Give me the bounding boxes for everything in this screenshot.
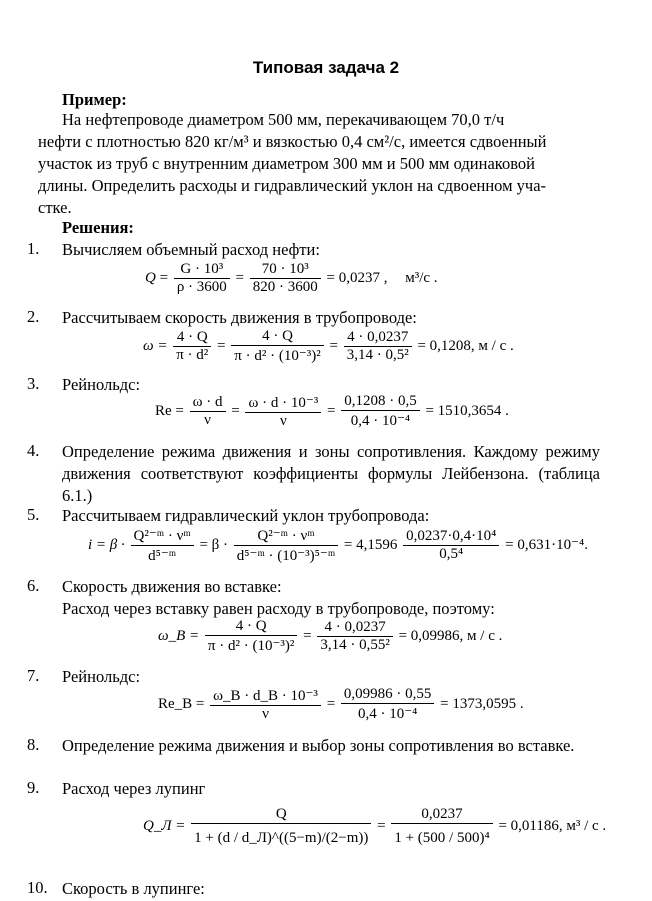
step-text: Определение режима движения и зоны сопротивления. Каждому режиму движения соответствуют коэффициенты формулы Лейбензона. (таблица 6.1.) — [62, 442, 600, 505]
numerator: 4 · Q — [231, 328, 323, 346]
fraction — [403, 528, 499, 563]
step-number: 7. — [27, 666, 40, 685]
fraction — [231, 328, 323, 365]
step-text: Скорость в лупинге: — [62, 879, 205, 898]
numerator: 4 · 0,0237 — [344, 329, 412, 347]
formula-1: Q = $\frac{\text{G · 10³}}{\rho \cdot 3600}$ = $\frac{\text{70 · 10³}}{820 \cdot 3600}$ = 0,0237 , м³/с . — [145, 261, 438, 295]
numerator: 0,0237·0,4·10⁴ — [403, 528, 499, 546]
step-number: 9. — [27, 778, 40, 797]
denominator: 3,14 · 0,55² — [320, 637, 390, 653]
numerator: ω · d · 10⁻³ — [245, 393, 321, 413]
fraction — [174, 261, 230, 296]
numerator: ω · d — [190, 394, 226, 412]
step-text: Расход через лупинг — [62, 779, 206, 798]
formula-2: ω = $\frac{4 \cdot Q}{\text{π · d²}}$ = $\frac{4 \cdot Q}{\text{π · d² · (10⁻³)²}}$ = $\frac{4 \cdot 0,0237}{\text{3,14 · 0,5²}}$ = 0,1208, м / с . — [143, 328, 514, 364]
numerator: 4 · 0,0237 — [317, 619, 393, 637]
denominator: ν — [279, 413, 287, 429]
fraction — [173, 329, 211, 364]
formula-result: = 0,0237 , — [326, 269, 388, 286]
formula-lhs: Re_В = — [158, 695, 205, 712]
numerator: Q²⁻ᵐ · νᵐ — [131, 526, 194, 546]
denominator: π · d² · (10⁻³)² — [207, 638, 295, 654]
formula-mid: = β · — [199, 536, 229, 553]
fraction — [344, 329, 412, 364]
denominator: π · d² — [176, 347, 209, 363]
formula-result: = 0,09986, м / с . — [398, 627, 503, 644]
formula-result: = 0,01186, м³ / с . — [498, 817, 607, 834]
fraction — [210, 686, 321, 723]
fraction — [131, 526, 194, 565]
step-text: Определение режима движения и выбор зоны сопротивления во вставке. — [62, 736, 575, 755]
formula-coefficient: = 4,1596 — [343, 536, 398, 553]
example-line-3: участок из труб с внутренним диаметром 300 мм и 500 мм одинаковой — [38, 154, 535, 173]
denominator: 0,5⁴ — [439, 546, 464, 562]
denominator: 820 · 3600 — [252, 279, 318, 295]
formula-lhs: ω_В = — [158, 627, 200, 644]
step-number: 10. — [27, 878, 48, 897]
denominator: ν — [204, 412, 211, 428]
step-text: Скорость движения во вставке: — [62, 577, 282, 596]
formula-5 — [88, 526, 588, 565]
denominator: ν — [262, 706, 269, 722]
denominator: 3,14 · 0,5² — [346, 347, 409, 363]
numerator: 4 · Q — [205, 618, 297, 636]
formula-9: Q_Л = $\frac{Q}{1 + (d / d\_Л)\^{}((5-m)/(2-m))}$ = $\frac{0,0237}{\text{1 + (500 / 500)⁴}}$ = 0,01186, м³ / с . — [143, 806, 607, 846]
formula-lhs: i = β · — [88, 536, 125, 553]
fraction — [234, 526, 338, 565]
denominator: 0,4 · 10⁻⁴ — [350, 413, 411, 429]
denominator: 1 + (d / d_Л)^((5−m)/(2−m)) — [194, 830, 369, 846]
example-line-5: стке. — [38, 198, 72, 217]
denominator: d⁵⁻ᵐ · (10⁻³)⁵⁻ᵐ — [236, 548, 336, 564]
formula-lhs: Q — [145, 269, 156, 286]
numerator: 4 · Q — [173, 329, 211, 347]
formula-lhs: Q_Л = — [143, 817, 186, 834]
step-number: 8. — [27, 735, 40, 754]
formula-result: = 1373,0595 . — [440, 695, 524, 712]
numerator: Q²⁻ᵐ · νᵐ — [234, 526, 338, 546]
step-text: Рейнольдс: — [62, 667, 141, 686]
denominator: 1 + (500 / 500)⁴ — [394, 830, 490, 846]
example-heading: Пример: — [62, 90, 127, 109]
example-line-2: нефти с плотностью 820 кг/м³ и вязкостью 0,4 см²/с, имеется сдвоенный — [38, 132, 547, 151]
example-line-4: длины. Определить расходы и гидравлический уклон на сдвоенном уча- — [38, 176, 547, 195]
formula-lhs: ω = — [143, 337, 168, 354]
fraction — [245, 393, 321, 430]
fraction — [341, 686, 435, 723]
step-6-explanation: Расход через вставку равен расходу в трубопроводе, поэтому: — [62, 599, 495, 618]
fraction — [391, 806, 492, 847]
formula-result: = 1510,3654 . — [425, 402, 509, 419]
denominator: 0,4 · 10⁻⁴ — [357, 706, 418, 722]
step-number: 1. — [27, 239, 40, 258]
denominator: ρ · 3600 — [176, 279, 227, 295]
page-title: Типовая задача 2 — [252, 58, 400, 77]
numerator: 0,0237 — [391, 806, 492, 824]
example-line-1: На нефтепроводе диаметром 500 мм, перекачивающем 70,0 т/ч — [62, 110, 505, 129]
formula-3: Re = $\frac{\omega \cdot d}{\nu}$ = $\frac{\text{ω · d · 10⁻³}}{\nu}$ = $\frac{0,1208 \cdot 0,5}{\text{0,4 · 10⁻⁴}}$ = 1510,3654 . — [155, 393, 509, 429]
step-text: Рейнольдс: — [62, 375, 141, 394]
formula-result: = 0,1208, м / с . — [417, 337, 514, 354]
solutions-heading: Решения: — [62, 218, 134, 237]
fraction — [191, 806, 371, 847]
formula-lhs: Re = — [155, 402, 184, 419]
fraction — [205, 618, 297, 655]
numerator: 0,1208 · 0,5 — [341, 393, 420, 411]
numerator: G · 10³ — [174, 261, 230, 279]
fraction — [341, 393, 420, 430]
denominator: d⁵⁻ᵐ — [148, 548, 177, 564]
step-text: Вычисляем объемный расход нефти: — [62, 240, 320, 259]
numerator: 0,09986 · 0,55 — [341, 686, 435, 704]
formula-result: = 0,631·10⁻⁴. — [505, 536, 588, 553]
step-number: 2. — [27, 307, 40, 326]
fraction — [317, 619, 393, 654]
step-number: 4. — [27, 441, 40, 460]
step-text: Рассчитываем скорость движения в трубопроводе: — [62, 308, 417, 327]
fraction — [250, 261, 321, 296]
step-text: Рассчитываем гидравлический уклон трубопровода: — [62, 506, 430, 525]
numerator: Q — [191, 806, 371, 824]
formula-7: Re_В = $\frac{\text{ω\_В · d\_В · 10⁻³}}{\nu}$ = $\frac{0,09986 \cdot 0,55}{\text{0,4 · 10⁻⁴}}$ = 1373,0595 . — [158, 686, 524, 722]
fraction — [190, 394, 226, 429]
numerator: ω_В · d_В · 10⁻³ — [210, 686, 321, 706]
numerator: 70 · 10³ — [250, 261, 321, 279]
step-number: 5. — [27, 505, 40, 524]
formula-6: ω_В = $\frac{4 \cdot Q}{\text{π · d² · (10⁻³)²}}$ = $\frac{4 \cdot 0,0237}{\text{3,14 · 0,55²}}$ = 0,09986, м / с . — [158, 618, 503, 654]
step-number: 3. — [27, 374, 40, 393]
denominator: π · d² · (10⁻³)² — [234, 348, 321, 364]
formula-unit: м³/с . — [405, 269, 438, 286]
step-number: 6. — [27, 576, 40, 595]
